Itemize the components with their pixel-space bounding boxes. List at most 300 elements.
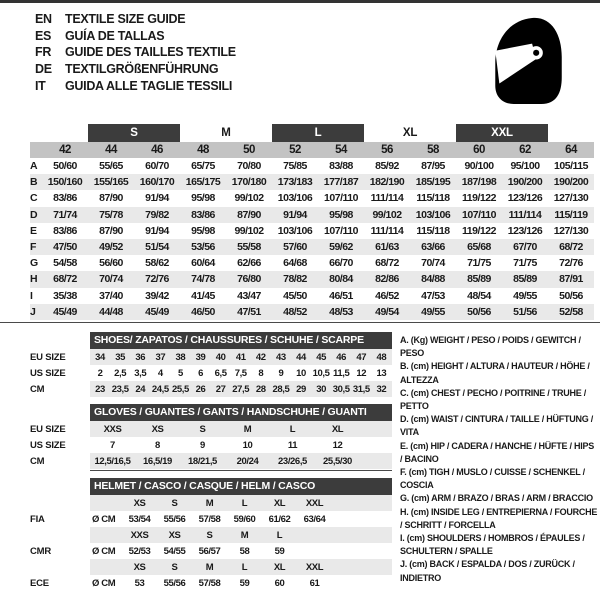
measurement-value: 65/75: [191, 160, 215, 173]
gloves-row: [30, 437, 392, 453]
measurement-value: 165/175: [185, 176, 221, 189]
shoes-value: 32: [376, 383, 387, 395]
measurement-value: 115/118: [416, 224, 450, 237]
measurement-value: 72/76: [145, 273, 169, 286]
measurement-value: 84/88: [421, 273, 445, 286]
size-number: 62: [519, 144, 531, 156]
measurement-value: 105/115: [554, 160, 588, 173]
language-title: TEXTILE SIZE GUIDE: [65, 12, 186, 27]
legend-item: J. (cm) BACK / ESPALDA / DOS / ZURÜCK / INDIETRO: [400, 559, 575, 583]
shoes-value: 35: [115, 351, 126, 363]
measurement-value: 99/102: [234, 192, 264, 205]
shoes-row-label: US SIZE: [30, 367, 66, 379]
gloves-row-label: US SIZE: [30, 439, 66, 451]
shoes-value: 10,5: [312, 367, 330, 379]
measurement-value: 95/98: [191, 224, 215, 237]
measurement-value: 43/47: [237, 289, 261, 302]
shoes-value: 29: [296, 383, 306, 395]
helmet-size-row-ece: [30, 559, 392, 575]
helmet-size-row-fia: [30, 495, 392, 511]
measurement-value: 50/56: [467, 305, 491, 318]
measurement-value: 155/165: [93, 176, 129, 189]
measurement-value: 182/190: [369, 176, 405, 189]
gloves-value: 20/24: [236, 455, 259, 467]
language-row: [35, 28, 236, 45]
shoes-value: 9: [278, 367, 284, 379]
legend-item: C. (cm) CHEST / PECHO / POITRINE / TRUHE / PETTO: [400, 387, 587, 412]
helmet-diameter-values: [90, 511, 392, 527]
helmet-size-label: L: [241, 497, 248, 509]
gloves-value: 10: [242, 439, 253, 451]
measurement-value: 52/58: [559, 305, 583, 318]
shoes-rows: [30, 349, 392, 397]
shoes-value: 3,5: [134, 367, 147, 379]
shoes-value: 39: [195, 351, 206, 363]
gloves-row-label: CM: [30, 455, 45, 467]
shoes-value: 12: [356, 367, 367, 379]
measurement-value: 44/48: [99, 305, 123, 318]
shoes-value: 48: [376, 351, 387, 363]
shoes-section: [30, 332, 392, 397]
measurement-value: 80/84: [329, 273, 353, 286]
gloves-value: XS: [151, 423, 164, 435]
helmet-size-label: XS: [133, 561, 146, 573]
measurement-value: 48/54: [467, 289, 491, 302]
measurement-value: 103/106: [277, 192, 313, 205]
shoes-value: 8: [258, 367, 264, 379]
helmet-size-label: S: [206, 529, 213, 541]
size-number: 50: [243, 144, 255, 156]
shoes-value: 4: [157, 367, 163, 379]
shoes-value: 23: [95, 383, 105, 395]
measurement-value: 45/50: [283, 289, 307, 302]
helmet-size-label: M: [205, 497, 214, 509]
measurement-value: 95/98: [191, 192, 215, 205]
measurement-value: 55/58: [237, 241, 261, 254]
helmet-diameter-value: 54/55: [163, 545, 186, 557]
shoes-value: 13: [376, 367, 387, 379]
measurement-value: 71/75: [467, 257, 491, 270]
measurement-value: 68/72: [53, 273, 77, 286]
shoes-row-values: [90, 381, 392, 397]
shoes-value: 24,5: [151, 383, 169, 395]
measurement-value: 65/68: [467, 241, 491, 254]
helmet-diameter-value: 59: [274, 545, 285, 557]
measurement-value: 68/72: [559, 241, 583, 254]
row-letter: B: [30, 176, 38, 189]
measurement-value: 64/68: [283, 257, 307, 270]
shoes-value: 46: [336, 351, 347, 363]
helmet-diameter-value: 59: [239, 577, 250, 589]
measurement-value: 35/38: [53, 289, 77, 302]
language-title: TEXTILGRÖßENFÜHRUNG: [65, 62, 219, 77]
helmet-size-label: XXL: [305, 497, 324, 509]
measurement-value: 60/70: [145, 160, 169, 173]
measurement-value: 72/76: [559, 257, 583, 270]
measurement-value: 123/126: [507, 224, 543, 237]
measurement-value: 51/54: [145, 241, 169, 254]
measurement-value: 87/91: [559, 273, 583, 286]
helmet-size-row-cmr: [30, 527, 392, 543]
row-letter: E: [30, 224, 38, 237]
language-code: DE: [35, 62, 52, 77]
helmet-diameter-value: 52/53: [128, 545, 151, 557]
measurement-value: 76/80: [237, 273, 261, 286]
measurement-value: 46/51: [329, 289, 353, 302]
shoes-value: 45: [316, 351, 326, 363]
helmet-diameter-value: 57/58: [198, 577, 221, 589]
shoes-value: 41: [235, 351, 246, 363]
gloves-value: XL: [331, 423, 344, 435]
measurement-value: 68/72: [375, 257, 399, 270]
row-letter: H: [30, 273, 38, 286]
measurement-value: 66/70: [329, 257, 353, 270]
helmet-diameter-value: 55/56: [163, 513, 186, 525]
gloves-row: [30, 421, 392, 437]
measurement-row-a: [30, 158, 594, 174]
language-code: EN: [35, 12, 52, 27]
gloves-value: 25,5/30: [323, 455, 352, 467]
helmet-size-labels: [90, 527, 392, 543]
shoes-value: 43: [276, 351, 286, 363]
measurement-value: 59/62: [329, 241, 353, 254]
measurement-value: 48/53: [329, 305, 353, 318]
gloves-value: 11: [287, 439, 298, 451]
measurement-value: 150/160: [47, 176, 83, 189]
measurement-value: 45/49: [145, 305, 169, 318]
size-group-xl: XL: [402, 127, 418, 139]
measurement-value: 71/74: [53, 208, 77, 221]
size-group-xxl: XXL: [456, 124, 548, 142]
measurement-value: 95/98: [329, 208, 353, 221]
measurement-value: 99/102: [234, 224, 264, 237]
row-letter: G: [30, 257, 39, 270]
helmet-diameter-value: 60: [274, 577, 285, 589]
measurement-value: 55/65: [99, 160, 123, 173]
gloves-value: 8: [155, 439, 160, 451]
measurement-value: 111/114: [370, 224, 404, 237]
measurement-row-j: [30, 304, 594, 320]
shoes-value: 34: [95, 351, 105, 363]
measurement-value: 95/100: [510, 160, 540, 173]
measurement-value: 83/86: [191, 208, 215, 221]
helmet-size-label: XXS: [130, 529, 149, 541]
gloves-value: 16,5/19: [143, 455, 172, 467]
helmet-standard-label: FIA: [30, 513, 45, 525]
measurement-value: 185/195: [415, 176, 451, 189]
legend-item: I. (cm) SHOULDERS / HOMBROS / ÉPAULES / SCHULTERN / SPALLE: [400, 533, 585, 557]
textile-size-table: [30, 124, 594, 320]
measurement-value: 82/86: [375, 273, 399, 286]
helmet-standard-label: ECE: [30, 577, 49, 589]
shoes-value: 10: [296, 367, 306, 379]
size-number: 58: [427, 144, 439, 156]
helmet-size-label: XL: [273, 497, 286, 509]
helmet-size-labels: [90, 495, 392, 511]
measurement-value: 54/58: [53, 257, 77, 270]
helmet-diameter-value: 53/54: [128, 513, 151, 525]
gloves-value: 18/21,5: [188, 455, 217, 467]
shoes-value: 30,5: [332, 383, 350, 395]
shoes-value: 30: [316, 383, 326, 395]
measurement-value: 49/54: [375, 305, 399, 318]
shoes-value: 28,5: [272, 383, 290, 395]
gloves-value: 7: [110, 439, 115, 451]
shoes-value: 2,5: [114, 367, 127, 379]
measurement-value: 47/50: [53, 241, 77, 254]
gloves-row-values: [90, 453, 392, 469]
language-row: [35, 11, 236, 28]
measurement-row-f: [30, 239, 594, 255]
measurement-value: 53/56: [191, 241, 215, 254]
row-letter: I: [30, 289, 33, 302]
measurement-value: 49/55: [421, 305, 445, 318]
measurement-value: 187/198: [461, 176, 497, 189]
diameter-cm-prefix: Ø CM: [92, 577, 116, 589]
measurement-value: 107/110: [462, 208, 496, 221]
measurement-value: 103/106: [277, 224, 313, 237]
measurement-value: 90/100: [464, 160, 494, 173]
measurement-value: 60/64: [191, 257, 215, 270]
shoes-value: 23,5: [111, 383, 129, 395]
measurement-value: 103/106: [415, 208, 451, 221]
helmet-size-label: M: [205, 561, 214, 573]
helmet-size-label: XXL: [305, 561, 324, 573]
measurement-value: 115/119: [554, 208, 588, 221]
measurement-value: 91/94: [145, 192, 169, 205]
language-title-list: [35, 11, 236, 94]
gloves-value: M: [243, 423, 252, 435]
shoes-section-title: SHOES/ ZAPATOS / CHAUSSURES / SCHUHE / SCARPE: [94, 334, 364, 346]
row-letter: J: [30, 305, 36, 318]
measurement-value: 45/49: [53, 305, 77, 318]
shoes-value: 40: [215, 351, 226, 363]
helmet-diameter-value: 61: [309, 577, 320, 589]
language-title: GUIDA ALLE TAGLIE TESSILI: [65, 78, 233, 93]
shoes-row: [30, 381, 392, 397]
gloves-value: 12: [332, 439, 343, 451]
measurement-value: 107/110: [324, 192, 358, 205]
size-group-s: S: [88, 124, 180, 142]
gloves-value: L: [289, 423, 296, 435]
helmet-size-label: XS: [133, 497, 146, 509]
measurement-value: 119/122: [462, 224, 496, 237]
measurement-value: 75/78: [99, 208, 123, 221]
measurement-value: 170/180: [231, 176, 267, 189]
size-number: 48: [197, 144, 209, 156]
shoes-row-values: [90, 365, 392, 381]
helmet-size-labels: [90, 559, 392, 575]
gloves-section-header: [90, 404, 392, 421]
gloves-section-title: GLOVES / GUANTES / GANTS / HANDSCHUHE / GUANTI: [94, 406, 367, 418]
diameter-cm-prefix: Ø CM: [92, 513, 116, 525]
gloves-row-values: [90, 437, 392, 453]
shoes-value: 44: [296, 351, 306, 363]
measurement-value: 46/52: [375, 289, 399, 302]
measurement-value: 85/89: [467, 273, 491, 286]
shoes-value: 7,5: [234, 367, 247, 379]
size-group-m: M: [221, 127, 231, 139]
measurement-value: 119/122: [462, 192, 496, 205]
shoes-section-header: [90, 332, 392, 349]
measurement-value: 67/70: [513, 241, 537, 254]
measurement-value: 37/40: [99, 289, 123, 302]
measurement-row-i: [30, 288, 594, 304]
gloves-row-values: [90, 421, 392, 437]
measurement-value: 91/94: [145, 224, 169, 237]
helmet-size-label: L: [276, 529, 283, 541]
shoes-row-values: [90, 349, 392, 365]
gloves-value: 23/26,5: [278, 455, 307, 467]
measurement-row-d: [30, 207, 594, 223]
helmet-rows: [30, 495, 392, 591]
measurement-value: 70/80: [237, 160, 261, 173]
measurement-value: 51/56: [513, 305, 537, 318]
legend-item: D. (cm) WAIST / CINTURA / TAILLE / HÜFTUNG / VITA: [400, 414, 593, 438]
shoes-value: 11,5: [332, 367, 350, 379]
shoes-value: 37: [155, 351, 166, 363]
legend-item: F. (cm) TIGH / MUSLO / CUISSE / SCHENKEL / COSCIA: [400, 467, 585, 491]
size-number: 52: [289, 144, 301, 156]
measurement-value: 83/86: [53, 192, 77, 205]
measurement-value: 99/102: [372, 208, 402, 221]
helmet-size-label: XS: [168, 529, 181, 541]
measurement-row-e: [30, 223, 594, 239]
measurement-row-h: [30, 271, 594, 287]
legend-item: H. (cm) INSIDE LEG / ENTREPIERNA / FOURCHE / SCHRITT / FORCELLA: [400, 506, 598, 530]
language-row: [35, 61, 236, 78]
shoes-value: 38: [175, 351, 186, 363]
helmet-diameter-value: 56/57: [198, 545, 221, 557]
measurement-value: 85/92: [375, 160, 399, 173]
measurement-value: 127/130: [553, 224, 589, 237]
size-group-row: [30, 124, 594, 142]
measurement-value: 57/60: [283, 241, 307, 254]
measurement-value: 50/60: [53, 160, 77, 173]
shoes-value: 36: [135, 351, 146, 363]
shoes-row-label: EU SIZE: [30, 351, 66, 363]
measurement-value: 115/118: [416, 192, 450, 205]
shoes-value: 26: [195, 383, 206, 395]
shoes-value: 27: [215, 383, 226, 395]
language-code: IT: [35, 78, 46, 93]
measurement-value: 48/52: [283, 305, 307, 318]
measurement-value: 87/90: [99, 192, 123, 205]
measurement-value: 107/110: [324, 224, 358, 237]
size-group-l: L: [272, 124, 364, 142]
helmet-value-row-cmr: [30, 543, 392, 559]
legend-item: B. (cm) HEIGHT / ALTURA / HAUTEUR / HÖHE / ALTEZZA: [400, 361, 590, 385]
shoes-value: 31,5: [352, 383, 370, 395]
measurement-value: 78/82: [283, 273, 307, 286]
legend-item: G. (cm) ARM / BRAZO / BRAS / ARM / BRACCIO: [400, 493, 593, 504]
measurement-value: 160/170: [139, 176, 175, 189]
gloves-rows: [30, 421, 392, 469]
measurement-value: 87/90: [99, 224, 123, 237]
helmet-diameter-values: [90, 575, 392, 591]
gloves-value: S: [199, 423, 206, 435]
language-row: [35, 44, 236, 61]
measurement-value: 74/78: [191, 273, 215, 286]
language-row: [35, 77, 236, 94]
helmet-size-label: M: [240, 529, 249, 541]
size-number: 42: [59, 144, 71, 156]
helmet-diameter-value: 59/60: [233, 513, 256, 525]
row-letter: D: [30, 208, 38, 221]
helmet-diameter-value: 55/56: [163, 577, 186, 589]
size-number: 56: [381, 144, 393, 156]
shoes-row: [30, 349, 392, 365]
measurement-value: 87/90: [237, 208, 261, 221]
measurement-value: 173/183: [277, 176, 313, 189]
gloves-row: [30, 453, 392, 469]
measurement-value: 83/86: [53, 224, 77, 237]
shoes-value: 28: [255, 383, 266, 395]
helmet-size-label: S: [171, 561, 178, 573]
measurement-row-c: [30, 190, 594, 206]
helmet-diameter-value: 63/64: [303, 513, 326, 525]
language-code: FR: [35, 45, 52, 60]
measurement-value: 91/94: [283, 208, 307, 221]
shoes-value: 27,5: [232, 383, 250, 395]
gloves-section: [30, 404, 392, 471]
shoes-value: 25,5: [171, 383, 189, 395]
helmet-diameter-values: [90, 543, 392, 559]
shoes-row: [30, 365, 392, 381]
legend-item: E. (cm) HIP / CADERA / HANCHE / HÜFTE / HIPS / BACINO: [400, 440, 595, 464]
helmet-standard-label: CMR: [30, 545, 52, 557]
measurement-value: 127/130: [553, 192, 589, 205]
gloves-row-label: EU SIZE: [30, 423, 66, 435]
measurement-value: 190/200: [507, 176, 543, 189]
measurement-value: 63/66: [421, 241, 445, 254]
helmet-size-label: L: [241, 561, 248, 573]
helmet-value-row-fia: [30, 511, 392, 527]
shoes-value: 6,5: [214, 367, 227, 379]
helmet-section-title: HELMET / CASCO / CASQUE / HELM / CASCO: [94, 480, 316, 492]
measurement-value: 41/45: [191, 289, 215, 302]
measurement-value: 85/89: [513, 273, 537, 286]
gloves-value: XXS: [103, 423, 122, 435]
section-divider-rule: [0, 322, 600, 323]
measurement-value: 56/60: [99, 257, 123, 270]
measurement-value: 70/74: [99, 273, 123, 286]
measurement-value: 71/75: [513, 257, 537, 270]
size-number: 54: [335, 144, 347, 156]
size-number: 64: [565, 144, 577, 156]
measurement-value: 190/200: [553, 176, 589, 189]
shoes-row-label: CM: [30, 383, 45, 395]
language-title: GUÍA DE TALLAS: [65, 28, 165, 43]
measurement-value: 87/95: [421, 160, 445, 173]
shoes-value: 42: [255, 351, 266, 363]
measurement-value: 61/63: [375, 241, 399, 254]
gloves-bottom-rule: [90, 470, 392, 471]
measurement-value: 111/114: [370, 192, 404, 205]
helmet-size-label: S: [171, 497, 178, 509]
measurement-value: 49/52: [99, 241, 123, 254]
shoes-value: 2: [97, 367, 103, 379]
helmet-size-label: XL: [273, 561, 286, 573]
language-code: ES: [35, 28, 52, 43]
helmet-section: [30, 478, 392, 591]
size-number: 46: [151, 144, 163, 156]
shoes-value: 6: [198, 367, 203, 379]
measurement-value: 79/82: [145, 208, 169, 221]
helmet-diameter-value: 53: [134, 577, 145, 589]
shoes-value: 24: [135, 383, 146, 395]
measurement-value: 50/56: [559, 289, 583, 302]
